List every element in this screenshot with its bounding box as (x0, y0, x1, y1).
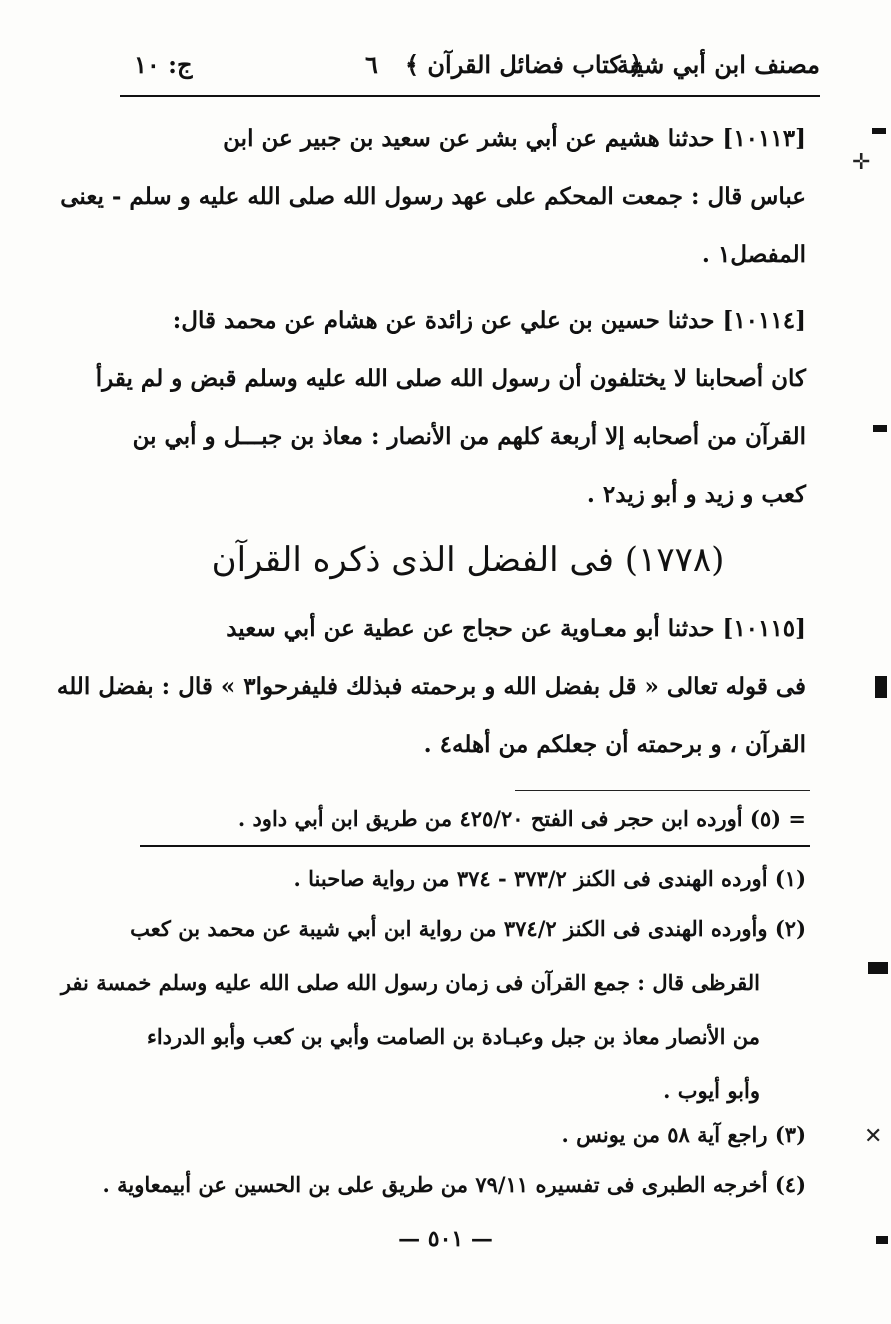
footnote-line: وأبو أيوب . (663, 1078, 760, 1103)
text-line: [١٠١١٣] حدثنا هشيم عن أبي بشر عن سعيد بن جبير عن ابن (223, 125, 806, 152)
text-line: [١٠١١٤] حدثنا حسين بن علي عن زائدة عن هشام عن محمد قال: (172, 307, 806, 334)
scan-cross-mark: ✛ (852, 150, 871, 175)
text-line: القرآن من أصحابه إلا أربعة كلهم من الأنصار : معاذ بن جبـــل و أبي بن (132, 423, 806, 450)
footnote-line: (٤) أخرجه الطبرى فى تفسيره ٧٩/١١ من طريق على بن الحسين عن أبيمعاوية . (102, 1172, 806, 1197)
footnote-line: من الأنصار معاذ بن جبل وعبـادة بن الصامت وأبي بن كعب وأبو الدرداء (146, 1024, 760, 1049)
footnote-line: = (٥) أورده ابن حجر فى الفتح ٤٢٥/٢٠ من طريق ابن أبي داود . (237, 806, 806, 831)
footnote-line: (٢) وأورده الهندى فى الكنز ٣٧٤/٢ من رواية ابن أبي شيبة عن محمد بن كعب (130, 916, 806, 941)
scan-mark (873, 425, 887, 432)
footnote-3 (130, 1108, 806, 1162)
footnote-2 (60, 902, 806, 1118)
header-volume: ج: ١٠ (134, 50, 193, 79)
footnote-divider (515, 790, 810, 791)
footnote-line: (١) أورده الهندى فى الكنز ٣٧٣/٢ - ٣٧٤ من رواية صاحبنا . (293, 866, 806, 891)
text-line: كعب و زيد و أبو زيد٢ . (586, 481, 806, 508)
section-title: (١٧٧٨) فى الفضل الذى ذكره القرآن (211, 540, 725, 580)
page-number: — ٥٠١ — (398, 1226, 493, 1252)
footnote-continued (130, 792, 806, 846)
scan-mark (868, 962, 888, 974)
text-line: المفصل١ . (701, 241, 806, 268)
text-line: فى قوله تعالى « قل بفضل الله و برحمته فبذلك فليفرحوا٣ » قال : بفضل الله (56, 673, 806, 700)
footnote-1 (130, 852, 806, 906)
hadith-10115 (56, 600, 806, 774)
footnote-continued-underline (140, 845, 810, 847)
scan-mark (876, 1236, 888, 1244)
header-book-name: مصنف ابن أبي شيبة (616, 50, 820, 79)
scan-cross-mark: ✕ (864, 1124, 883, 1149)
header-book-title: ﴿ كتاب فضائل القرآن ﴾ (405, 50, 644, 79)
footnote-line: القرظى قال : جمع القرآن فى زمان رسول الله صلى الله عليه وسلم خمسة نفر (60, 970, 760, 995)
scan-mark (875, 676, 887, 698)
footnote-line: (٣) راجع آية ٥٨ من يونس . (561, 1122, 806, 1147)
text-line: كان أصحابنا لا يختلفون أن رسول الله صلى الله عليه وسلم قبض و لم يقرأ (95, 365, 806, 392)
text-line: عباس قال : جمعت المحكم على عهد رسول الله صلى الله عليه و سلم - يعنى (60, 183, 806, 210)
footnote-4 (102, 1158, 806, 1212)
scan-mark (872, 128, 886, 134)
hadith-10113 (60, 110, 806, 284)
hadith-10114 (95, 292, 806, 524)
header-divider (120, 95, 820, 97)
text-line: القرآن ، و برحمته أن جعلكم من أهله٤ . (423, 731, 806, 758)
header-part-number: ٦ (365, 50, 378, 79)
text-line: [١٠١١٥] حدثنا أبو معـاوية عن حجاج عن عطية عن أبي سعيد (226, 615, 806, 642)
running-header (120, 44, 820, 92)
